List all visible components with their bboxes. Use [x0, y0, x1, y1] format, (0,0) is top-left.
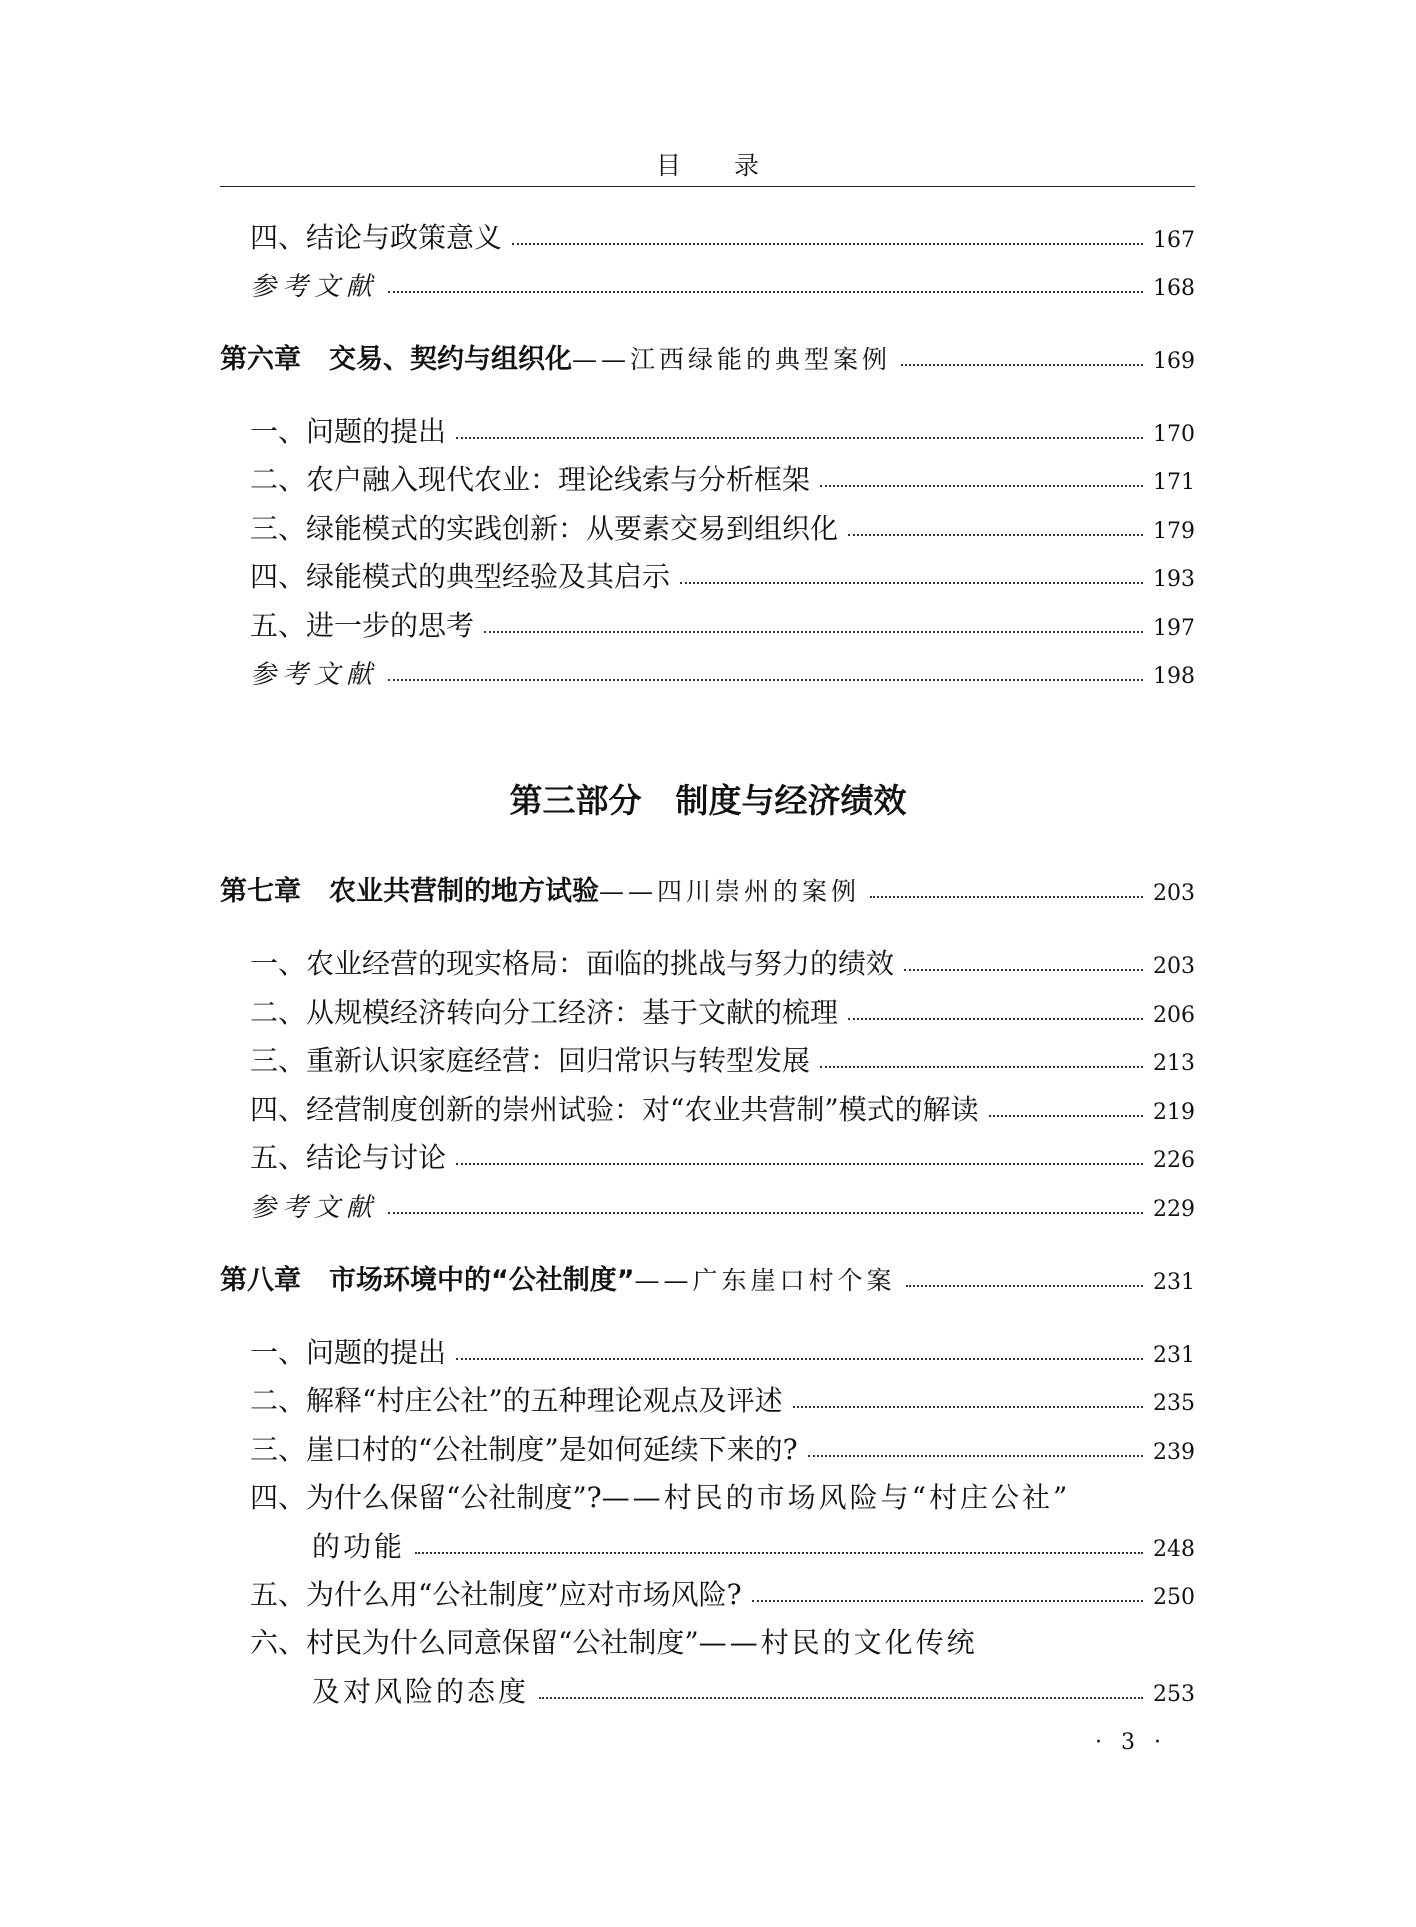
- leader-dots: [456, 1162, 1143, 1165]
- chapter-label: 第七章: [220, 876, 301, 907]
- toc-entry-continuation[interactable]: [220, 1666, 1195, 1706]
- page-folio: · 3 ·: [1095, 1730, 1167, 1755]
- toc-entry[interactable]: [220, 938, 1195, 978]
- page-number: 213: [1153, 1051, 1195, 1076]
- chapter-label: 第八章: [220, 1265, 301, 1296]
- toc-entry[interactable]: [220, 1375, 1195, 1415]
- leader-dots: [904, 968, 1143, 971]
- toc-entry[interactable]: [220, 454, 1195, 494]
- page-number: 235: [1153, 1391, 1195, 1416]
- chapter-title: 交易、契约与组织化: [329, 344, 572, 375]
- chapter-subtitle: ——广东崖口村个案: [634, 1266, 896, 1295]
- chapter-title: 市场环境中的“公社制度”: [329, 1265, 635, 1296]
- page-number: 167: [1153, 228, 1195, 253]
- entry-label: 四、经营制度创新的崇州试验：对“农业共营制”模式的解读: [250, 1093, 979, 1126]
- page-number: 170: [1153, 422, 1195, 447]
- leader-dots: [456, 1357, 1143, 1360]
- page-number: 231: [1153, 1270, 1195, 1295]
- toc-entry[interactable]: [220, 551, 1195, 591]
- toc-entry[interactable]: [220, 212, 1195, 252]
- toc-entry[interactable]: [220, 1181, 1195, 1221]
- entry-label: 三、重新认识家庭经营：回归常识与转型发展: [250, 1044, 811, 1077]
- toc-entry[interactable]: [220, 503, 1195, 543]
- leader-dots: [989, 1114, 1143, 1117]
- header-char-1: 目: [655, 151, 682, 180]
- chapter-label: 第六章: [220, 344, 301, 375]
- page-number: 226: [1153, 1148, 1195, 1173]
- page-number: 169: [1153, 349, 1195, 374]
- toc-entry[interactable]: [220, 1424, 1195, 1464]
- entry-label: 二、农户融入现代农业：理论线索与分析框架: [250, 463, 811, 496]
- page-number: 219: [1153, 1100, 1195, 1125]
- leader-dots: [848, 533, 1143, 536]
- toc-entry[interactable]: [220, 1327, 1195, 1367]
- leader-dots: [820, 484, 1143, 487]
- leader-dots: [901, 363, 1143, 366]
- toc-entry[interactable]: [220, 987, 1195, 1027]
- header-char-2: 录: [734, 151, 761, 180]
- toc-entry-first-line[interactable]: [250, 1621, 978, 1661]
- page-number: 206: [1153, 1003, 1195, 1028]
- toc-entry[interactable]: [220, 1084, 1195, 1124]
- running-header: [0, 146, 1416, 182]
- page-number: 193: [1153, 567, 1195, 592]
- entry-label: 一、问题的提出: [250, 1336, 447, 1369]
- entry-label: 二、解释“村庄公社”的五种理论观点及评述: [250, 1384, 783, 1417]
- header-rule: [220, 186, 1195, 187]
- entry-label: 四、为什么保留“公社制度”?: [250, 1481, 602, 1514]
- leader-dots: [752, 1599, 1143, 1602]
- page-number: 239: [1153, 1440, 1195, 1465]
- toc-entry-continuation[interactable]: [220, 1521, 1195, 1561]
- entry-label: 一、农业经营的现实格局：面临的挑战与努力的绩效: [250, 947, 895, 980]
- part-title: 制度与经济绩效: [675, 781, 907, 820]
- entry-label: 三、绿能模式的实践创新：从要素交易到组织化: [250, 512, 839, 545]
- entry-sublabel: ——村民的市场风险与“村庄公社”: [601, 1481, 1071, 1514]
- entry-label: 五、进一步的思考: [250, 609, 475, 642]
- entry-label: 一、问题的提出: [250, 415, 447, 448]
- chapter-subtitle: ——四川崇州的案例: [599, 877, 861, 906]
- leader-dots: [388, 678, 1143, 681]
- leader-dots: [808, 1454, 1143, 1457]
- page-number: 250: [1153, 1585, 1195, 1610]
- page-number: 248: [1153, 1537, 1195, 1562]
- entry-label: 参考文献: [250, 660, 379, 690]
- toc-entry[interactable]: [220, 600, 1195, 640]
- chapter-subtitle: ——江西绿能的典型案例: [572, 345, 892, 374]
- page-number: 198: [1153, 664, 1195, 689]
- leader-dots: [456, 436, 1143, 439]
- entry-label-cont: 的功能: [312, 1530, 406, 1563]
- entry-label: 二、从规模经济转向分工经济：基于文献的梳理: [250, 996, 839, 1029]
- chapter-entry[interactable]: [220, 1254, 1195, 1294]
- leader-dots: [848, 1017, 1143, 1020]
- leader-dots: [539, 1696, 1143, 1699]
- toc-entry-first-line[interactable]: [250, 1476, 1070, 1516]
- entry-label: 五、结论与讨论: [250, 1141, 447, 1174]
- entry-label: 三、崖口村的“公社制度”是如何延续下来的?: [250, 1433, 798, 1466]
- toc-entry[interactable]: [220, 406, 1195, 446]
- toc-entry[interactable]: [220, 1035, 1195, 1075]
- leader-dots: [388, 290, 1143, 293]
- page-number: 229: [1153, 1197, 1195, 1222]
- part-heading: [0, 775, 1416, 822]
- leader-dots: [388, 1211, 1143, 1214]
- toc-entry[interactable]: [220, 1569, 1195, 1609]
- leader-dots: [870, 895, 1143, 898]
- chapter-title: 农业共营制的地方试验: [329, 876, 599, 907]
- page-number: 197: [1153, 616, 1195, 641]
- page-number: 203: [1153, 881, 1195, 906]
- entry-label: 四、结论与政策意义: [250, 221, 503, 254]
- toc-entry[interactable]: [220, 1132, 1195, 1172]
- part-label: 第三部分: [509, 781, 642, 820]
- entry-label-cont: 及对风险的态度: [312, 1675, 530, 1708]
- page-number: 179: [1153, 519, 1195, 544]
- entry-label: 四、绿能模式的典型经验及其启示: [250, 560, 671, 593]
- entry-label: 参考文献: [250, 1193, 379, 1223]
- entry-label: 六、村民为什么同意保留“公社制度”: [250, 1626, 699, 1659]
- page-number: 168: [1153, 276, 1195, 301]
- chapter-entry[interactable]: [220, 333, 1195, 373]
- toc-entry[interactable]: [220, 648, 1195, 688]
- leader-dots: [820, 1065, 1143, 1068]
- page-number: 231: [1153, 1343, 1195, 1368]
- entry-sublabel: ——村民的文化传统: [698, 1626, 978, 1659]
- leader-dots: [512, 242, 1143, 245]
- entry-label: 参考文献: [250, 272, 379, 302]
- leader-dots: [415, 1551, 1143, 1554]
- entry-label: 五、为什么用“公社制度”应对市场风险?: [250, 1578, 742, 1611]
- leader-dots: [484, 630, 1143, 633]
- leader-dots: [793, 1405, 1143, 1408]
- page-number: 203: [1153, 954, 1195, 979]
- page-number: 171: [1153, 470, 1195, 495]
- page-number: 253: [1153, 1682, 1195, 1707]
- toc-entry[interactable]: [220, 260, 1195, 300]
- leader-dots: [680, 581, 1143, 584]
- chapter-entry[interactable]: [220, 865, 1195, 905]
- leader-dots: [906, 1284, 1143, 1287]
